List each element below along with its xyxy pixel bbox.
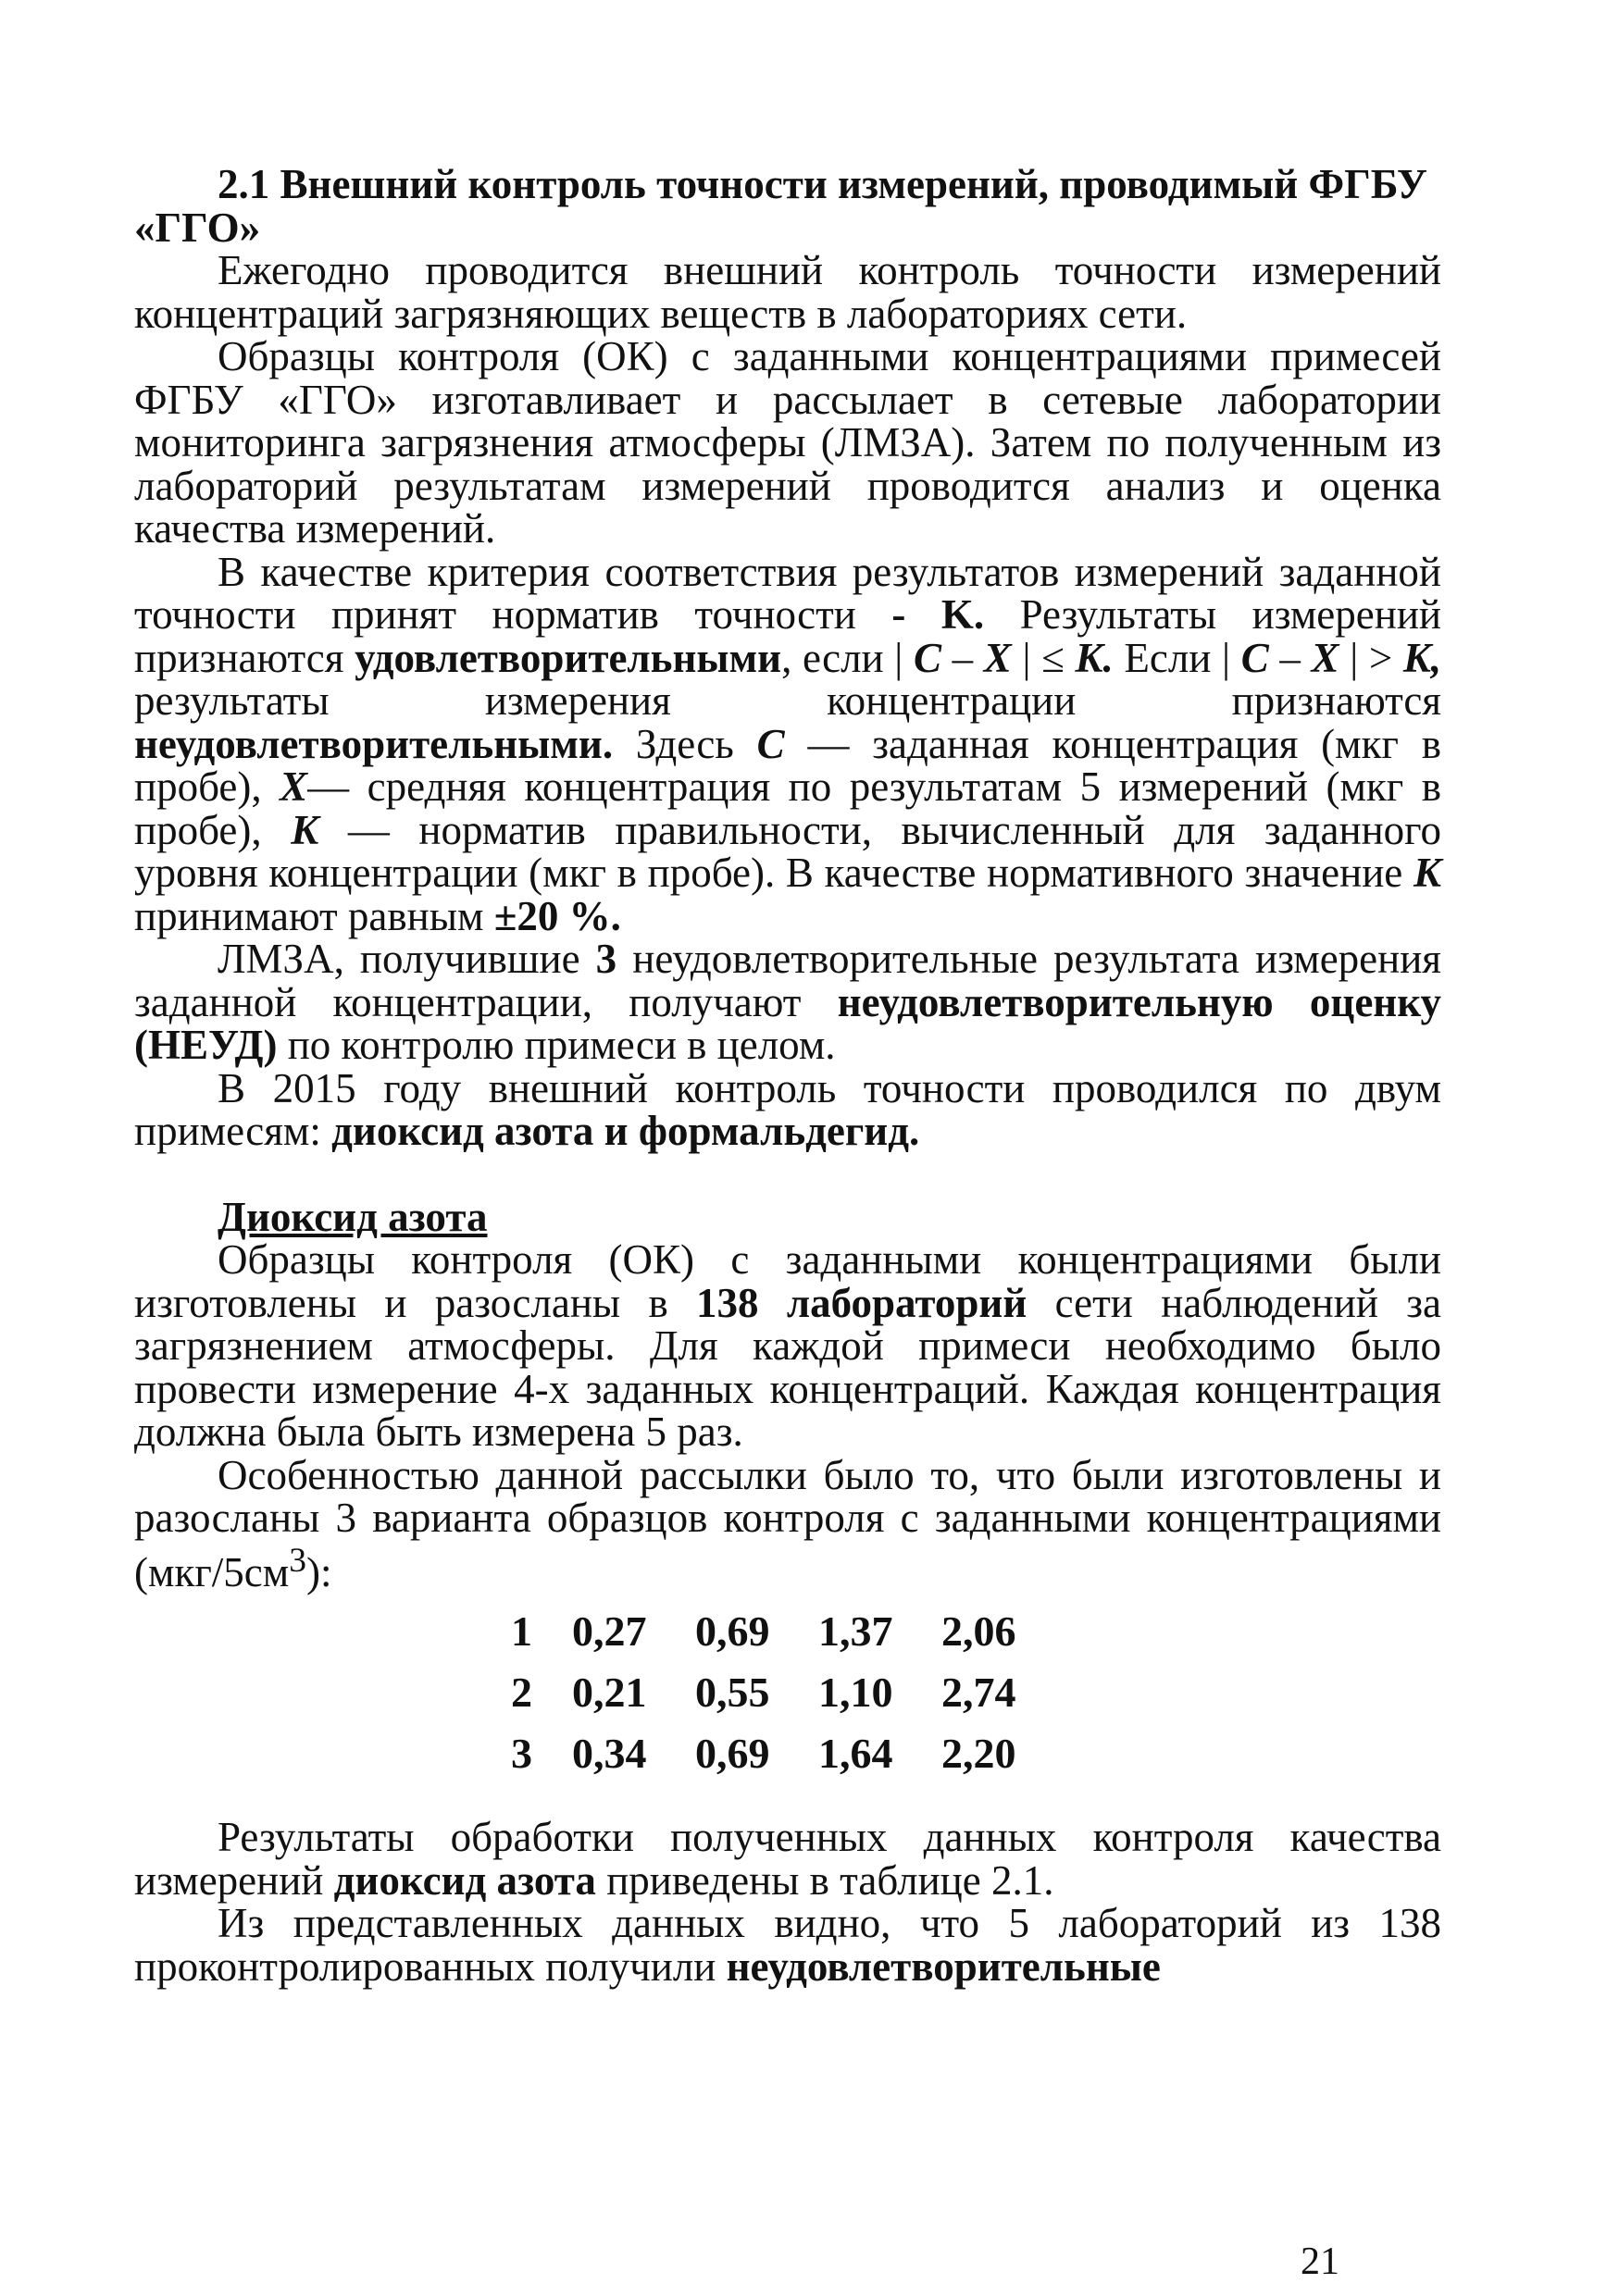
variant-row [134,1601,1441,1662]
text: приведены в таблице 2.1. [606,1856,1054,1904]
term-unsatisfactory: неудовлетворительными. [134,720,614,767]
variant-value: 1,64 [818,1729,893,1777]
var-c: C [913,634,941,681]
text: Если | [1124,634,1231,681]
variant-value: 1,37 [818,1607,893,1655]
variant-value: 0,21 [572,1668,647,1716]
text: — средняя концентрация по результатам 5 измерений (мкг в пробе), [134,763,1441,853]
variant-number: 2 [511,1668,532,1716]
paragraph-8 [134,1816,1441,1902]
text: В качестве критерия соответствия результатов измерений заданной точности принят норматив точности [134,548,1441,638]
var-x: X [280,763,308,810]
text: — норматив правильности, вычисленный для заданного уровня концентрации (мкг в пробе). В качестве нормативного значение [134,806,1441,896]
text: Образцы контроля (ОК) с заданными концентрациями были изготовлены и разосланы в [134,1236,1441,1326]
var-x: X [1311,634,1339,681]
var-c: C [1240,634,1269,681]
var-c: C [756,720,785,767]
variant-value: 0,69 [695,1729,770,1777]
term-unsatisfactory: неудовлетворительные [726,1942,1161,1990]
spacer [134,1153,1441,1196]
paragraph-7 [134,1451,1441,1595]
variant-number: 1 [511,1607,532,1655]
text: принимают равным [134,892,484,939]
variant-number: 3 [511,1729,532,1777]
var-k: K. [1075,634,1114,681]
var-k: K [291,806,319,853]
var-x: X [983,634,1012,681]
text: результаты измерения концентрации признаются [134,677,1441,724]
page-number: 21 [1301,2240,1339,2283]
text: — заданная концентрация (мкг в пробе), [134,720,1442,810]
text: Результаты измерений признаются [134,591,1442,681]
text: Результаты обработки полученных данных контроля качества измерений [134,1814,1441,1904]
text: – [1279,634,1301,681]
paragraph-1: Ежегодно проводится внешний контроль точности измерений концентраций загрязняющих веществ в лабораториях сети. [134,247,1441,337]
text: В 2015 году внешний контроль точности проводился по двум примесям: [134,1064,1441,1154]
criterion-k: - K. [891,591,985,638]
lab-count: 138 лабораторий [696,1279,1027,1326]
text: – [952,634,974,681]
paragraph-4 [134,937,1441,1067]
value-20-percent: ±20 %. [493,892,621,939]
text: | > [1350,634,1393,681]
variant-value: 0,69 [695,1607,770,1655]
variant-row [134,1662,1441,1723]
paragraph-3 [134,548,1442,939]
variant-value: 0,34 [572,1729,647,1777]
text: Особенностью данной рассылки было то, что были изготовлены и разосланы 3 варианта образцов контроля с заданными концентрациями (мкг/5см [134,1451,1441,1595]
paragraph-9 [134,1902,1441,1988]
paragraph-2: Образцы контроля (ОК) с заданными концентрациями примесей ФГБУ «ГГО» изготавливает и рассылает в сетевые лаборатории мониторинга загрязнения атмосферы (ЛМЗА). Затем по полученным из лабораторий результатам измерений проводится анализ и оценка качества измерений. [134,333,1441,552]
text: Из представленных данных видно, что 5 лабораторий из 138 проконтролированных получили [134,1900,1441,1990]
text: Здесь [635,720,734,767]
text: ЛМЗА, получившие [218,936,580,982]
superscript: 3 [289,1541,306,1580]
impurities: диоксид азота и формальдегид. [331,1108,920,1154]
term-neud: неудовлетворительную оценку (НЕУД) [134,978,1442,1068]
text: ): [305,1548,332,1595]
var-k: K [1414,850,1442,896]
paragraph-5 [134,1064,1441,1154]
paragraph-6 [134,1238,1441,1454]
page-content [134,163,1441,1988]
term-satisfactory: удовлетворительными [355,634,782,681]
text: , если | [781,634,903,681]
var-k: K, [1402,634,1442,681]
variant-row [134,1723,1441,1784]
text: неудовлетворительные результата измерения заданной концентрации, получают [134,936,1442,1025]
variant-value: 1,10 [818,1668,893,1716]
variant-value: 2,20 [941,1729,1016,1777]
text: по контролю примеси в целом. [287,1022,836,1068]
section-heading: 2.1 Внешний контроль точности измерений, проводимый ФГБУ «ГГО» [134,161,1427,251]
variant-value: 2,74 [941,1668,1016,1716]
impurity-name: диоксид азота [333,1856,596,1904]
count-3: 3 [595,936,617,982]
variants-table [134,1601,1441,1784]
subheading-nitrogen-dioxide: Диоксид азота [218,1193,488,1240]
text: | ≤ [1022,634,1065,681]
variant-value: 2,06 [941,1607,1016,1655]
spacer [134,1784,1441,1816]
variant-value: 0,55 [695,1668,770,1716]
text: сети наблюдений за загрязнением атмосферы. Для каждой примеси необходимо было провести измерение 4-х заданных концентраций. Каждая концентрация должна была быть измерена 5 раз. [134,1279,1442,1455]
variant-value: 0,27 [572,1607,647,1655]
